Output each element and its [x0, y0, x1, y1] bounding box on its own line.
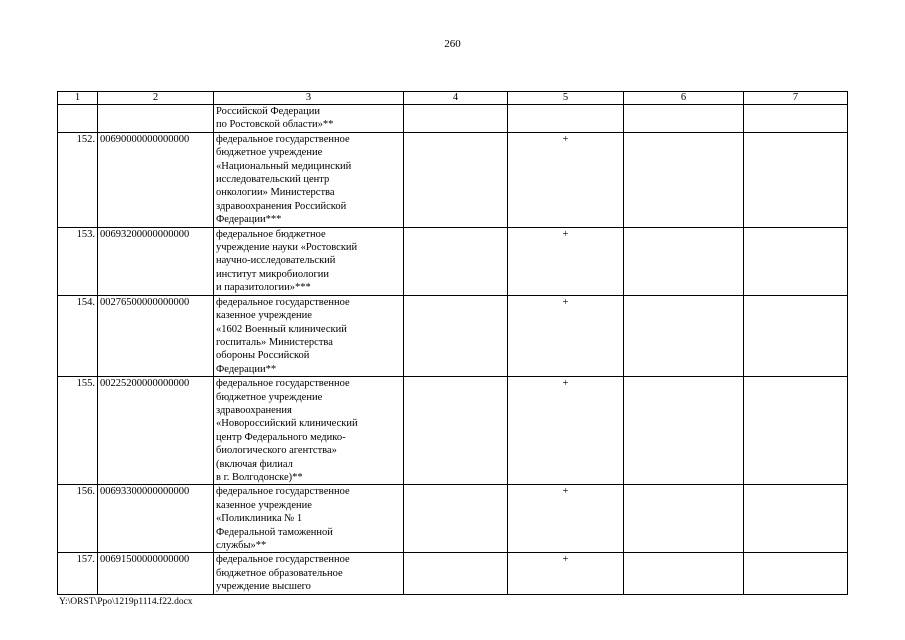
cell-col4 — [404, 485, 508, 553]
row-code: 00693300000000000 — [98, 485, 214, 553]
cell-col4 — [404, 105, 508, 133]
table-row — [58, 295, 848, 376]
cell-col4 — [404, 227, 508, 295]
column-header: 7 — [744, 92, 848, 105]
cell-col6 — [624, 485, 744, 553]
page-number: 260 — [444, 38, 461, 50]
row-number: 157. — [58, 553, 98, 594]
cell-col6 — [624, 227, 744, 295]
row-name: федеральное государственное бюджетное учреждение здравоохранения «Новороссийский клинический центр Федерального медико- биологического агентства» (включая филиал в г. Волгодонске)** — [214, 377, 404, 485]
continuation-row — [58, 105, 848, 133]
cell-col4 — [404, 553, 508, 594]
table-row — [58, 377, 848, 485]
table-row — [58, 227, 848, 295]
row-name: федеральное государственное казенное учреждение «1602 Военный клинический госпиталь» Министерства обороны Российской Федерации** — [214, 295, 404, 376]
row-number: 155. — [58, 377, 98, 485]
cell-col5: + — [508, 295, 624, 376]
cell-col7 — [744, 553, 848, 594]
table-row — [58, 553, 848, 594]
cell-col5 — [508, 105, 624, 133]
row-number: 152. — [58, 132, 98, 227]
document-file-path: Y:\ORST\Ppo\1219p1114.f22.docx — [59, 597, 193, 607]
row-name: федеральное государственное казенное учреждение «Поликлиника № 1 Федеральной таможенной службы»** — [214, 485, 404, 553]
cell-col5: + — [508, 553, 624, 594]
row-name: федеральное государственное бюджетное образовательное учреждение высшего — [214, 553, 404, 594]
column-header: 2 — [98, 92, 214, 105]
cell-col7 — [744, 295, 848, 376]
column-header: 6 — [624, 92, 744, 105]
table-row — [58, 132, 848, 227]
column-header: 1 — [58, 92, 98, 105]
cell-col5: + — [508, 227, 624, 295]
row-code: 00691500000000000 — [98, 553, 214, 594]
cell-col6 — [624, 132, 744, 227]
row-number: 154. — [58, 295, 98, 376]
row-code — [98, 105, 214, 133]
column-header: 3 — [214, 92, 404, 105]
column-header-row — [58, 92, 848, 105]
row-name: федеральное государственное бюджетное учреждение «Национальный медицинский исследовательский центр онкологии» Министерства здравоохранения Российской Федерации*** — [214, 132, 404, 227]
cell-col4 — [404, 377, 508, 485]
cell-col7 — [744, 105, 848, 133]
cell-col6 — [624, 105, 744, 133]
registry-table — [57, 91, 848, 595]
cell-col7 — [744, 377, 848, 485]
cell-col7 — [744, 132, 848, 227]
row-number: 156. — [58, 485, 98, 553]
cell-col6 — [624, 377, 744, 485]
column-header: 4 — [404, 92, 508, 105]
row-number: 153. — [58, 227, 98, 295]
cell-col5: + — [508, 132, 624, 227]
column-header: 5 — [508, 92, 624, 105]
cell-col6 — [624, 553, 744, 594]
cell-col7 — [744, 485, 848, 553]
cell-col5: + — [508, 377, 624, 485]
cell-col6 — [624, 295, 744, 376]
row-name: Российской Федерации по Ростовской области»** — [214, 105, 404, 133]
row-name: федеральное бюджетное учреждение науки «Ростовский научно-исследовательский институт микробиологии и паразитологии»*** — [214, 227, 404, 295]
cell-col7 — [744, 227, 848, 295]
row-code: 00690000000000000 — [98, 132, 214, 227]
row-code: 00276500000000000 — [98, 295, 214, 376]
row-code: 00693200000000000 — [98, 227, 214, 295]
cell-col5: + — [508, 485, 624, 553]
row-code: 00225200000000000 — [98, 377, 214, 485]
cell-col4 — [404, 295, 508, 376]
cell-col4 — [404, 132, 508, 227]
row-number — [58, 105, 98, 133]
table-row — [58, 485, 848, 553]
